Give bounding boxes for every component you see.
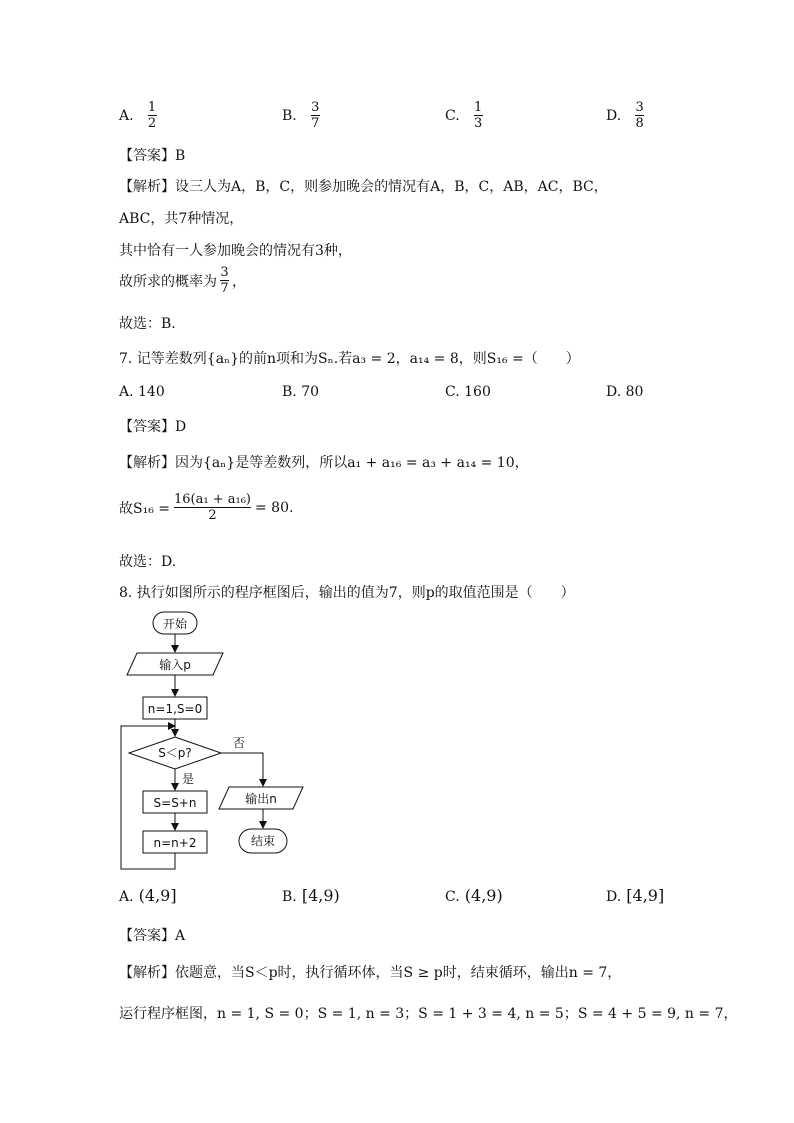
flow-end-label: 结束 xyxy=(250,834,276,848)
q8-analysis-line2: 运行程序框图，n = 1, S = 0；S = 1, n = 3；S = 1 + 3 = 4, n = 5；S = 4 + 5 = 9, n = 7， xyxy=(119,1006,738,1022)
flow-step2-label: n=n+2 xyxy=(153,836,197,850)
flow-output-label: 输出n xyxy=(245,792,277,806)
analysis-label: 【解析】 xyxy=(119,179,175,195)
flow-start-label: 开始 xyxy=(162,617,188,631)
q7-answer: 【答案】D xyxy=(119,419,187,435)
q7-analysis-line2: 故S₁₆ = $\frac{\text{16(a₁ + a₁₆)}}{2}$ = 80. xyxy=(119,492,294,523)
option-letter: A. xyxy=(119,107,134,124)
flow-condition-label: S＜p? xyxy=(158,746,192,760)
option-letter: C. xyxy=(445,107,460,124)
q7-option-a[interactable]: A. 140 xyxy=(119,384,165,400)
option-fraction: $\frac{1}{3}$ xyxy=(474,100,483,131)
q8-option-a[interactable]: A. (4,9] xyxy=(119,886,177,905)
q7-option-b[interactable]: B. 70 xyxy=(282,384,320,400)
option-letter: B. xyxy=(282,107,297,124)
option-fraction: $\frac{3}{7}$ xyxy=(311,100,320,131)
q8-flowchart xyxy=(115,608,315,878)
flow-yes-label: 是 xyxy=(181,772,195,786)
q6-option-a[interactable] xyxy=(119,100,157,131)
q8-stem: 8. 执行如图所示的程序框图后，输出的值为7，则p的取值范围是（ ） xyxy=(119,585,575,601)
q7-option-d[interactable]: D. 80 xyxy=(606,384,644,400)
analysis-label: 【解析】 xyxy=(119,455,175,471)
flow-no-label: 否 xyxy=(232,736,246,750)
q7-analysis-line1: 【解析】因为{aₙ}是等差数列，所以a₁ + a₁₆ = a₃ + a₁₄ = 10， xyxy=(119,455,529,471)
q7-stem: 7. 记等差数列{aₙ}的前n项和为Sₙ.若a₃ = 2，a₁₄ = 8，则S₁₆ =（ ） xyxy=(119,351,580,367)
q8-option-d[interactable]: D. [4,9] xyxy=(606,886,665,905)
q6-option-c[interactable] xyxy=(445,100,483,131)
q7-option-c[interactable]: C. 160 xyxy=(445,384,491,400)
q8-analysis-line1: 【解析】依题意，当S＜p时，执行循环体，当S ≥ p时，结束循环，输出n = 7， xyxy=(119,965,622,981)
flow-input-label: 输入p xyxy=(159,658,191,672)
q6-answer: 【答案】B xyxy=(119,148,186,164)
q6-analysis-line4: 故所求的概率为 $\frac{3}{7}$ ， xyxy=(119,265,246,296)
flow-step1-label: S=S+n xyxy=(153,796,197,810)
option-letter: D. xyxy=(606,107,622,124)
q7-conclusion: 故选：D. xyxy=(119,554,177,570)
option-fraction: $\frac{3}{8}$ xyxy=(635,100,644,131)
q6-conclusion: 故选：B. xyxy=(119,316,176,332)
q6-option-d[interactable] xyxy=(606,100,644,131)
q8-option-b[interactable]: B. [4,9) xyxy=(282,886,340,905)
q6-analysis-line2: ABC，共7种情况， xyxy=(119,211,244,227)
flow-init-label: n=1,S=0 xyxy=(147,702,203,716)
probability-fraction: $\frac{3}{7}$ xyxy=(220,265,229,296)
q6-analysis-line3: 其中恰有一人参加晚会的情况有3种， xyxy=(119,243,352,259)
option-fraction: $\frac{1}{2}$ xyxy=(147,100,157,131)
q8-option-c[interactable]: C. (4,9) xyxy=(445,886,503,905)
q8-answer: 【答案】A xyxy=(119,928,186,944)
q6-analysis-line1: 【解析】设三人为A，B，C，则参加晚会的情况有A，B，C，AB，AC，BC， xyxy=(119,179,608,195)
analysis-label: 【解析】 xyxy=(119,965,175,981)
q6-option-b[interactable] xyxy=(282,100,320,131)
sum-fraction: $\frac{\text{16(a₁ + a₁₆)}}{2}$ xyxy=(174,492,251,523)
